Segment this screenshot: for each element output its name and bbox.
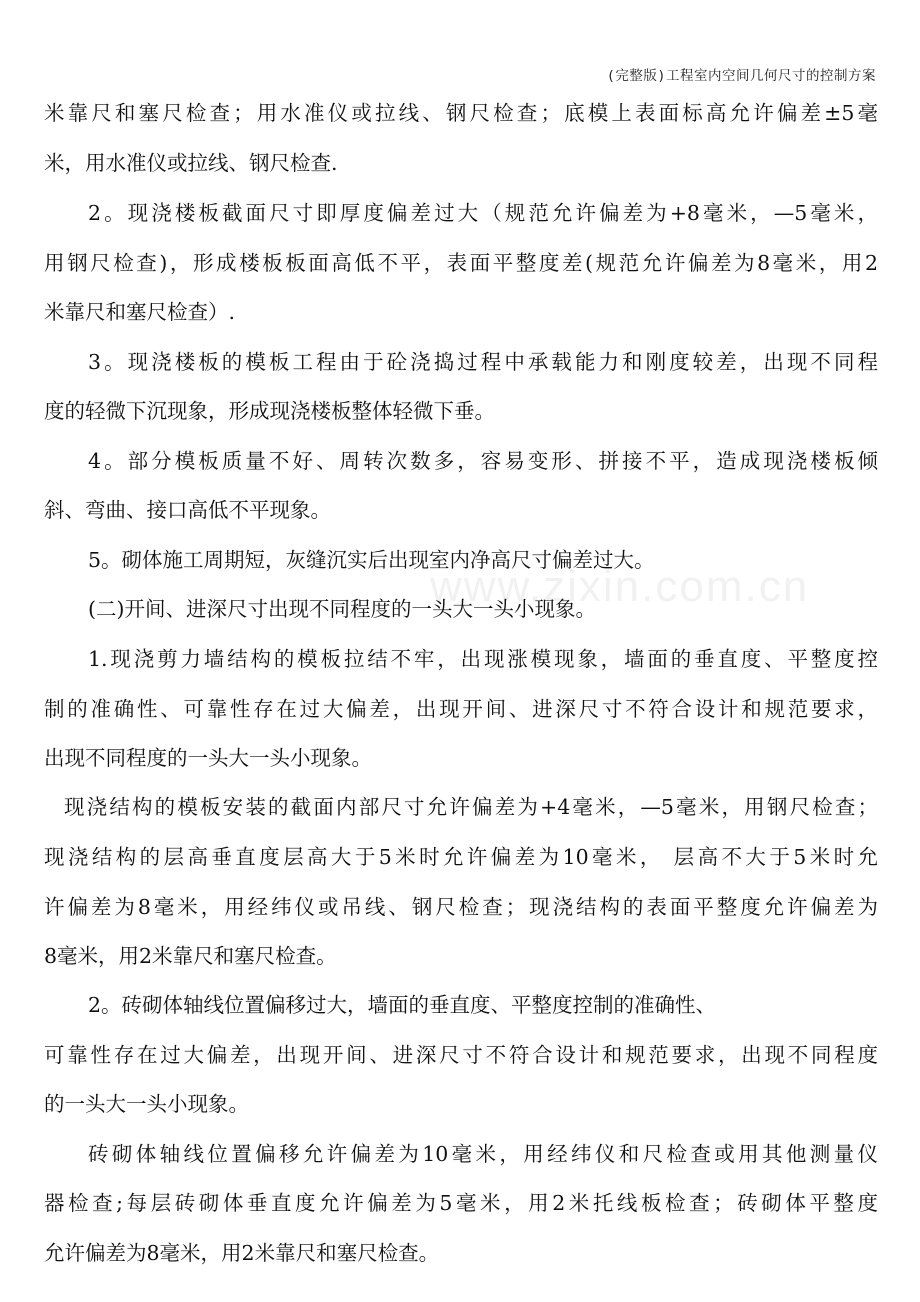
- page-header: (完整版)工程室内空间几何尺寸的控制方案: [606, 68, 876, 84]
- text-line: 1.现浇剪力墙结构的模板拉结不牢，出现涨模现象，墙面的垂直度、平整度控: [88, 647, 878, 671]
- text-line: 的一头大一头小现象。: [44, 1092, 249, 1116]
- text-line: 允许偏差为8毫米，用2米靠尺和塞尺检查。: [44, 1241, 440, 1265]
- text-line: 出现不同程度的一头大一头小现象。: [44, 746, 372, 770]
- text-line: (二)开间、进深尺寸出现不同程度的一头大一头小现象。: [88, 597, 596, 621]
- text-line: 用钢尺检查)，形成楼板板面高低不平，表面平整度差(规范允许偏差为8毫米，用2: [44, 251, 878, 275]
- text-line: 现浇结构的层高垂直度层高大于5米时允许偏差为10毫米， 层高不大于5米时允: [44, 845, 878, 869]
- text-line: 8毫米，用2米靠尺和塞尺检查。: [44, 944, 337, 968]
- watermark: www.zixin.com.cn: [430, 562, 810, 611]
- text-line: 3。现浇楼板的模板工程由于砼浇捣过程中承载能力和刚度较差，出现不同程: [88, 350, 878, 374]
- text-line: 现浇结构的模板安装的截面内部尺寸允许偏差为+4毫米，—5毫米，用钢尺检查；: [64, 795, 878, 819]
- text-line: 2。现浇楼板截面尺寸即厚度偏差过大（规范允许偏差为+8毫米，—5毫米，: [88, 201, 878, 225]
- text-line: 可靠性存在过大偏差，出现开间、进深尺寸不符合设计和规范要求，出现不同程度: [44, 1043, 878, 1067]
- text-line: 度的轻微下沉现象，形成现浇楼板整体轻微下垂。: [44, 399, 495, 423]
- text-line: 2。砖砌体轴线位置偏移过大，墙面的垂直度、平整度控制的准确性、: [88, 993, 717, 1017]
- text-line: 5。砌体施工周期短，灰缝沉实后出现室内净高尺寸偏差过大。: [88, 548, 655, 572]
- text-line: 许偏差为8毫米，用经纬仪或吊线、钢尺检查；现浇结构的表面平整度允许偏差为: [44, 895, 878, 919]
- text-line: 砖砌体轴线位置偏移允许偏差为10毫米，用经纬仪和尺检查或用其他测量仪: [88, 1142, 878, 1166]
- text-line: 斜、弯曲、接口高低不平现象。: [44, 498, 331, 522]
- text-line: 制的准确性、可靠性存在过大偏差，出现开间、进深尺寸不符合设计和规范要求，: [44, 697, 878, 721]
- text-line: 米靠尺和塞尺检查；用水准仪或拉线、钢尺检查；底模上表面标高允许偏差±5毫: [44, 101, 878, 125]
- text-line: 器检查;每层砖砌体垂直度允许偏差为5毫米，用2米托线板检查；砖砌体平整度: [44, 1191, 878, 1215]
- text-line: 4。部分模板质量不好、周转次数多，容易变形、拼接不平，造成现浇楼板倾: [88, 449, 878, 473]
- text-line: 米，用水准仪或拉线、钢尺检查.: [44, 151, 338, 175]
- text-line: 米靠尺和塞尺检查）.: [44, 300, 236, 324]
